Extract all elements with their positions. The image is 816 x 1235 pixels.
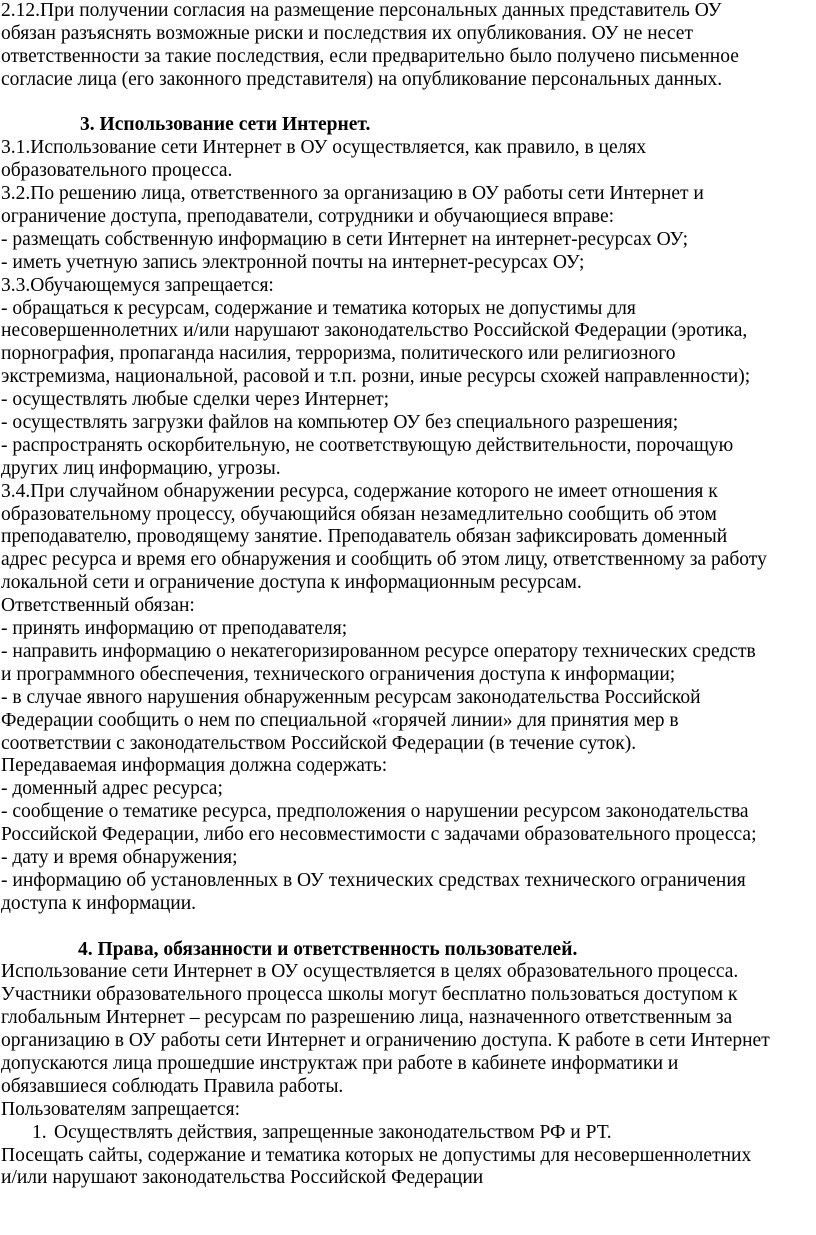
text-line: - принять информацию от преподавателя; [1,618,348,640]
text-line: доступа к информации. [1,892,197,914]
text-line: ответственности за такие последствия, если предварительно было получено письменное [1,45,739,67]
text-line: - осуществлять загрузки файлов на компьютер ОУ без специального разрешения; [1,412,679,434]
text-line: - сообщение о тематике ресурса, предположения о нарушении ресурсом законодательства [1,801,749,823]
text-line: и программного обеспечения, технического ограничения доступа к информации; [1,663,676,685]
text-line: и/или нарушают законодательства Российской Федерации [1,1167,484,1189]
blank-line [1,92,816,115]
text-line: Ответственный обязан: [1,595,195,617]
text-line: 3.1.Использование сети Интернет в ОУ осуществляется, как правило, в целях [1,137,647,159]
text-line: организацию в ОУ работы сети Интернет и ограничению доступа. К работе в сети Интернет [1,1030,770,1052]
list-item-text: Осуществлять действия, запрещенные законодательством РФ и РТ. [54,1121,612,1143]
blank-line [1,916,816,939]
text-line: - осуществлять любые сделки через Интернет; [1,389,390,411]
text-line: преподавателю, проводящему занятие. Преподаватель обязан зафиксировать доменный [1,526,728,548]
text-line: несовершеннолетних и/или нарушают законодательство Российской Федерации (эротика, [1,320,748,342]
closing-paragraph [1,1145,816,1191]
text-line: 3.3.Обучающемуся запрещается: [1,274,274,296]
text-line: - размещать собственную информацию в сети Интернет на интернет-ресурсах ОУ; [1,228,689,250]
text-line: 2.12.При получении согласия на размещение персональных данных представитель ОУ [1,0,722,21]
text-line: порнография, пропаганда насилия, терроризма, политического или религиозного [1,343,676,365]
text-line: - распространять оскорбительную, не соответствующую действительности, порочащую [1,434,734,456]
text-line: - обращаться к ресурсам, содержание и тематика которых не допустимы для [1,297,636,319]
text-line: 3.4.При случайном обнаружении ресурса, содержание которого не имеет отношения к [1,480,718,502]
section-4-heading: 4. Права, обязанности и ответственность пользователей. [78,938,578,960]
section-3-heading: 3. Использование сети Интернет. [80,114,371,136]
text-line: экстремизма, национальной, расовой и т.п. розни, иные ресурсы схожей направленности); [1,366,751,388]
text-line: соответствии с законодательством Российской Федерации (в течение суток). [1,732,637,754]
text-line: - направить информацию о некатегоризированном ресурсе оператору технических средств [1,640,756,662]
text-line: 3.2.По решению лица, ответственного за организацию в ОУ работы сети Интернет и [1,183,704,205]
text-line: - иметь учетную запись электронной почты на интернет-ресурсах ОУ; [1,251,585,273]
text-line: Российской Федерации, либо его несовместимости с задачами образовательного процесса; [1,824,757,846]
text-line: образовательного процесса. [1,160,233,182]
text-line: образовательному процессу, обучающийся обязан незамедлительно сообщить об этом [1,503,717,525]
text-line: других лиц информацию, угрозы. [1,457,281,479]
text-line: глобальным Интернет – ресурсам по разрешению лица, назначенного ответственным за [1,1007,733,1029]
text-line: - доменный адрес ресурса; [1,778,223,800]
section-3-body [1,137,816,915]
text-line: Посещать сайты, содержание и тематика которых не допустимы для несовершеннолетних [1,1144,752,1166]
text-line: - информацию об установленных в ОУ технических средствах технического ограничения [1,869,746,891]
text-line: Федерации сообщить о нем по специальной «горячей линии» для принятия мер в [1,709,679,731]
text-line: допускаются лица прошедшие инструктаж при работе в кабинете информатики и [1,1052,679,1074]
text-line: Участники образовательного процесса школы могут бесплатно пользоваться доступом к [1,984,738,1006]
text-line: Передаваемая информация должна содержать: [1,755,388,777]
list-item [1,1122,816,1145]
document-page [1,0,816,1190]
text-line: согласие лица (его законного представителя) на опубликование персональных данных. [1,68,723,90]
text-line: ограничение доступа, преподаватели, сотрудники и обучающиеся вправе: [1,206,615,228]
section-4-body [1,961,816,1121]
list-item-number: 1. [32,1121,47,1143]
text-line: локальной сети и ограничение доступа к информационным ресурсам. [1,572,582,594]
text-line: обязан разъяснять возможные риски и последствия их опубликования. ОУ не несет [1,22,693,44]
text-line: адрес ресурса и время его обнаружения и сообщить об этом лицу, ответственному за работу [1,549,767,571]
text-line: Использование сети Интернет в ОУ осуществляется в целях образовательного процесса. [1,961,739,983]
text-line: Пользователям запрещается: [1,1098,240,1120]
text-line: - в случае явного нарушения обнаруженным ресурсам законодательства Российской [1,686,701,708]
text-line: обязавшиеся соблюдать Правила работы. [1,1075,344,1097]
text-line: - дату и время обнаружения; [1,846,238,868]
paragraph-2-12 [1,0,816,92]
